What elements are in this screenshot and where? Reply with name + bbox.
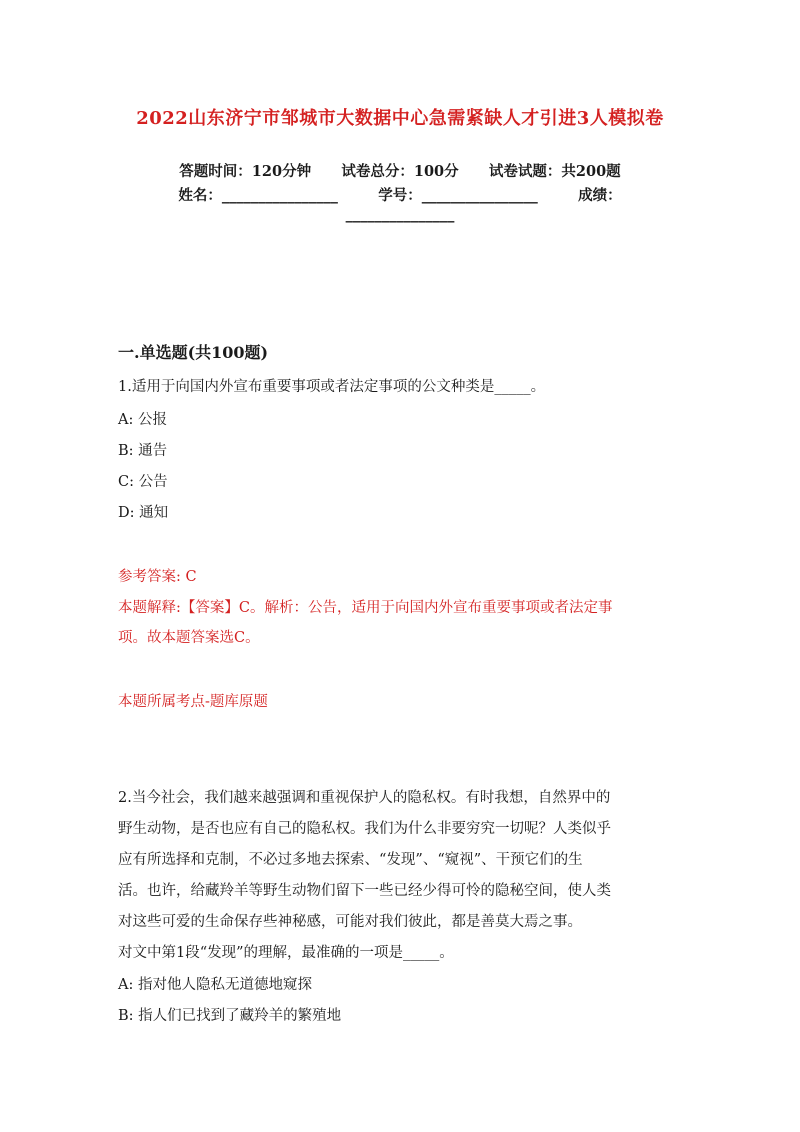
question-1-answer: 参考答案: C bbox=[118, 569, 197, 585]
exam-title: 2022山东济宁市邹城市大数据中心急需紧缺人才引进3人模拟卷 bbox=[136, 108, 664, 129]
student-info-line: 姓名：________________ 学号：________________ 成绩： bbox=[178, 187, 622, 204]
question-2-stem-line: 野生动物，是否也应有自己的隐私权。我们为什么非要穷究一切呢？人类似乎 bbox=[118, 821, 611, 837]
question-1-explanation-continued: 项。故本题答案选C。 bbox=[118, 630, 260, 646]
question-2-stem-line: 2.当今社会，我们越来越强调和重视保护人的隐私权。有时我想，自然界中的 bbox=[118, 790, 611, 806]
question-1-option-d: D: 通知 bbox=[118, 505, 169, 521]
question-2-stem-line: 活。也许，给藏羚羊等野生动物们留下一些已经少得可怜的隐秘空间，使人类 bbox=[118, 883, 611, 899]
question-1-option-c: C: 公告 bbox=[118, 474, 168, 490]
question-2-stem-line: 对这些可爱的生命保存些神秘感，可能对我们彼此，都是善莫大焉之事。 bbox=[118, 914, 582, 930]
question-2-prompt: 对文中第1段“发现”的理解，最准确的一项是_____。 bbox=[118, 945, 454, 961]
question-2-option-a: A: 指对他人隐私无道德地窥探 bbox=[118, 977, 312, 993]
question-2-stem-line: 应有所选择和克制，不必过多地去探索、“发现”、“窥视”、干预它们的生 bbox=[118, 852, 583, 868]
question-1-source: 本题所属考点-题库原题 bbox=[118, 694, 268, 710]
score-blank-line: _______________ bbox=[345, 206, 455, 223]
question-1-option-b: B: 通告 bbox=[118, 443, 168, 459]
question-1-option-a: A: 公报 bbox=[118, 412, 167, 428]
exam-info-line: 答题时间：120分钟 试卷总分：100分 试卷试题：共200题 bbox=[179, 163, 621, 180]
section-heading: 一.单选题(共100题) bbox=[118, 343, 269, 362]
question-1-explanation: 本题解释:【答案】C。解析：公告，适用于向国内外宣布重要事项或者法定事 bbox=[118, 600, 613, 616]
question-2-option-b: B: 指人们已找到了藏羚羊的繁殖地 bbox=[118, 1008, 342, 1024]
question-1-stem: 1.适用于向国内外宣布重要事项或者法定事项的公文种类是_____。 bbox=[118, 379, 546, 395]
